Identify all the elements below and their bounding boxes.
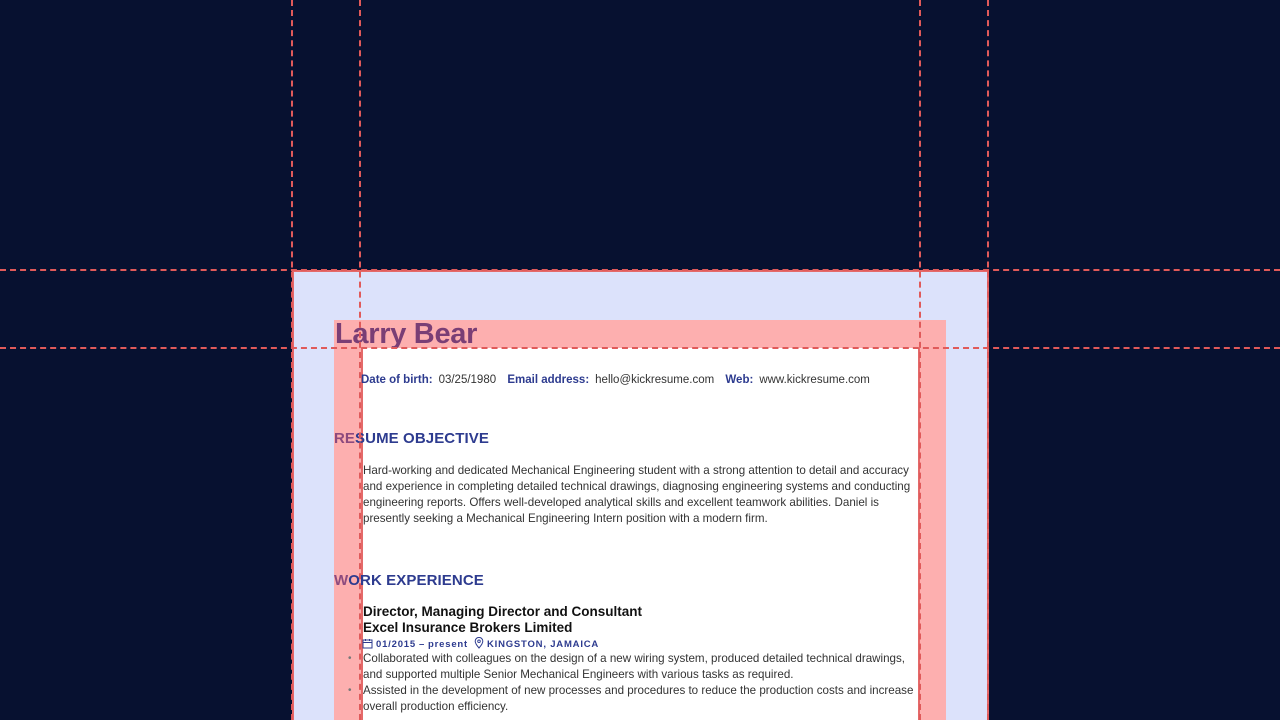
- guide-line-vertical[interactable]: [987, 0, 989, 720]
- list-item[interactable]: [346, 651, 926, 683]
- guide-line-vertical[interactable]: [291, 0, 293, 720]
- contact-value-web: www.kickresume.com: [759, 374, 870, 386]
- section-title-objective-rest: SUME OBJECTIVE: [355, 430, 489, 447]
- bullet-dot: •: [348, 685, 352, 696]
- job-meta[interactable]: [362, 637, 599, 652]
- list-item[interactable]: [346, 683, 926, 715]
- section-title-objective-prefix: RE: [334, 430, 356, 447]
- objective-paragraph[interactable]: Hard-working and dedicated Mechanical Engineering student with a strong attention to detail and accuracy and experience in completing detailed technical drawings, diagnosing engineering systems and conducting engineering reports. Offers well-developed analytical skills and excellent teamwork abilities. Daniel is presently seeking a Mechanical Engineering Intern position with a modern firm.: [363, 464, 911, 525]
- resume-name[interactable]: Larry Bear: [335, 318, 478, 350]
- contact-line[interactable]: [361, 374, 878, 386]
- contact-value-dob: 03/25/1980: [438, 374, 497, 386]
- job-company[interactable]: Excel Insurance Brokers Limited: [363, 620, 573, 635]
- job-title[interactable]: Director, Managing Director and Consultant: [363, 604, 643, 619]
- contact-value-email: hello@kickresume.com: [595, 374, 715, 386]
- section-title-work[interactable]: [334, 572, 484, 589]
- calendar-icon: [362, 638, 373, 652]
- section-title-work-prefix: W: [334, 572, 349, 589]
- section-title-work-rest: ORK EXPERIENCE: [348, 572, 484, 589]
- date-separator: –: [418, 639, 426, 650]
- section-title-objective[interactable]: [334, 430, 489, 447]
- location-pin-icon: [474, 637, 484, 652]
- guide-line-vertical[interactable]: [919, 0, 921, 720]
- job-location: KINGSTON, JAMAICA: [486, 639, 600, 650]
- contact-label-dob: Date of birth:: [361, 374, 433, 386]
- guide-line-horizontal[interactable]: [0, 347, 1280, 349]
- bullet-dot: •: [348, 653, 352, 664]
- guide-line-vertical[interactable]: [359, 0, 361, 720]
- bullet-text: Collaborated with colleagues on the design of a new wiring system, produced detailed technical drawings, and supported multiple Senior Mechanical Engineers with various tasks as required.: [363, 652, 906, 681]
- job-start-date: 01/2015: [376, 639, 416, 650]
- contact-label-web: Web:: [725, 374, 754, 386]
- bullet-text: Assisted in the development of new processes and procedures to reduce the production costs and increase overall production efficiency.: [363, 684, 914, 713]
- contact-label-email: Email address:: [507, 374, 590, 386]
- guide-line-horizontal[interactable]: [0, 269, 1280, 271]
- job-end-date: present: [428, 639, 468, 650]
- job-bullet-list: [346, 651, 926, 715]
